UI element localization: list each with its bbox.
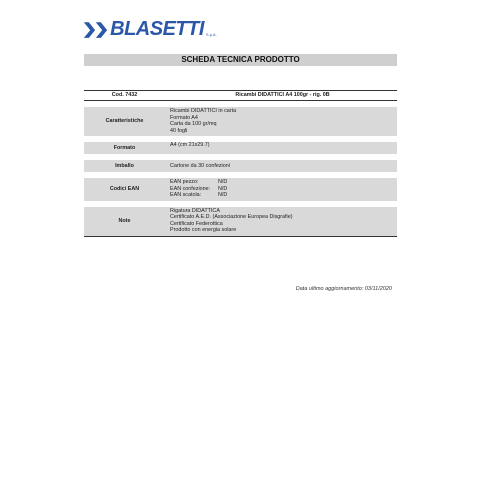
row-value	[165, 178, 397, 201]
row-note	[84, 207, 397, 237]
spec-table	[84, 90, 397, 237]
brand-logo	[81, 17, 217, 40]
row-caratteristiche	[84, 107, 397, 136]
row-value: Ricambi DIDATTICI in carta Formato A4 Carta da 100 gr/mq 40 fogli	[165, 107, 397, 136]
row-label: Formato	[84, 142, 165, 154]
ean-pezzo: EAN pezzo: N/D	[170, 179, 228, 185]
row-imballo	[84, 160, 397, 172]
row-codici-ean	[84, 178, 397, 201]
row-label: Caratteristiche	[84, 107, 165, 136]
table-header-row	[84, 91, 397, 101]
row-value: Cartone da 30 confezioni	[165, 160, 397, 172]
row-label: Note	[84, 207, 165, 237]
logo-chevrons: ❯❯	[81, 21, 106, 38]
row-formato	[84, 142, 397, 154]
row-label: Codici EAN	[84, 178, 165, 201]
row-value: Rigatura DIDATTICA Certificato A.E.D. (Associazione Europea Disgrafie) Certificato Federottica Prodotto con energia solare	[165, 207, 397, 237]
page-title: SCHEDA TECNICA PRODOTTO	[84, 54, 397, 66]
last-update: Data ultimo aggiornamento: 03/11/2020	[295, 286, 392, 292]
brand-suffix: S.p.A.	[205, 31, 217, 37]
row-value: A4 (cm 21x29.7)	[165, 142, 397, 154]
row-label: Imballo	[84, 160, 165, 172]
product-code: Cod. 7432	[84, 91, 165, 101]
product-name: Ricambi DIDATTICI A4 100gr - rig. 0B	[165, 91, 397, 101]
ean-confezione: EAN confezione: N/D	[170, 185, 228, 192]
brand-name: BLASETTI	[110, 17, 204, 40]
ean-scatola: EAN scatola: N/D	[170, 192, 228, 198]
